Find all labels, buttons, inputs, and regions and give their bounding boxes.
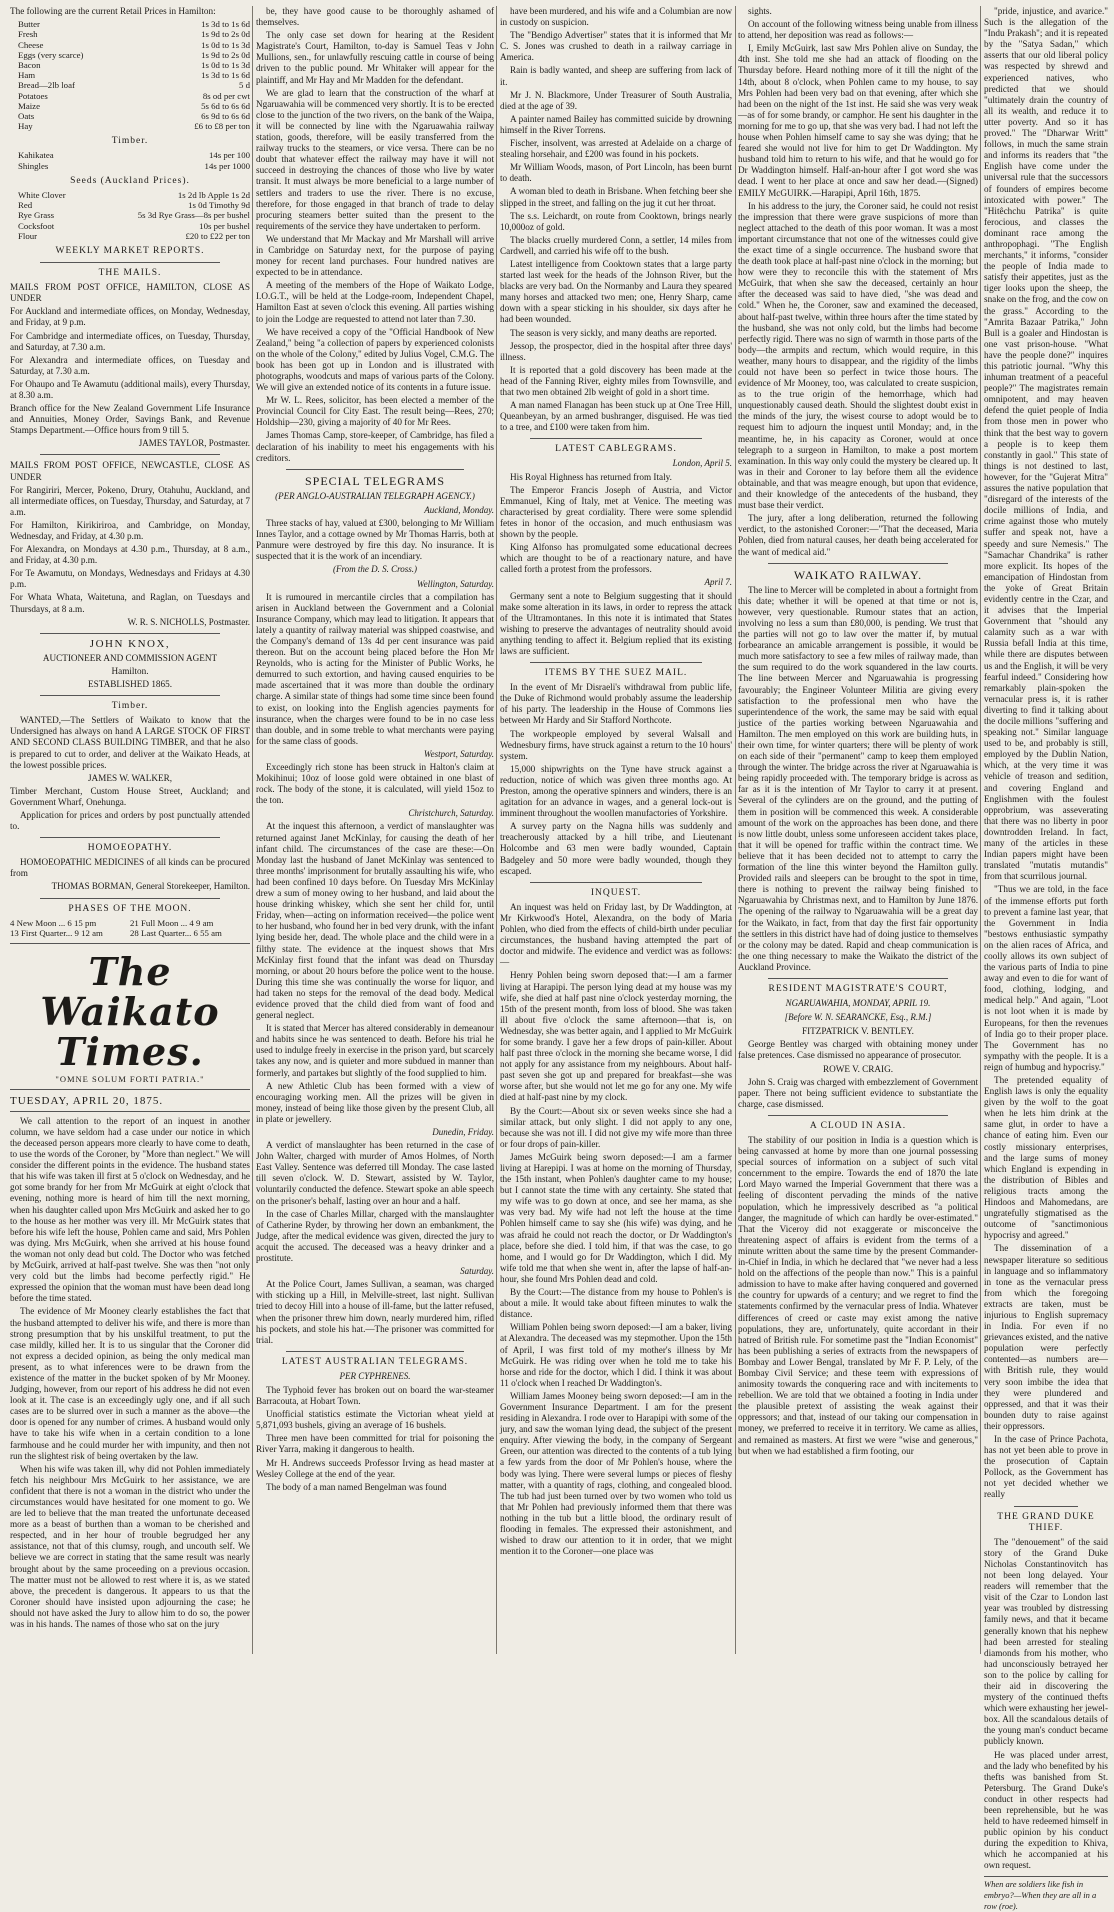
price-item: Fresh: [18, 29, 38, 40]
telegram-item: At the Police Court, James Sullivan, a seaman, was charged with sticking up a Hill, in Melville-street, last night. Sullivan tried to decoy Hill into a house of ill-fame, but the latter refused, when the prisoner threw him down, nearly murdered him, rifled his pockets, and stole his hat.—The prisoner was committed for trial.: [256, 1279, 494, 1345]
price-value: 1s 9d to 2s 0d: [201, 29, 250, 40]
mail-schedule-line: For Cambridge and intermediate offices, on Tuesday, Thursday, and Saturday, at 7.30 a.m.: [10, 330, 250, 352]
moon-phase: 28 Last Quarter... 6 55 am: [130, 928, 222, 939]
grand-duke-paragraph: He was placed under arrest, and the lady who benefited by his thefts was banished from St. Petersburg. The Grand Duke's conduct in other respects had been reprehensible, but he was held to have redeemed himself in public opinion by his conduct during the expedition to Khiva, which he accompanied at his own request.: [984, 1749, 1108, 1871]
price-item: White Clover: [18, 189, 66, 200]
walker-line: Timber Merchant, Custom House Street, Auckland; and Government Wharf, Onehunga.: [10, 785, 250, 807]
price-row: [10, 101, 250, 111]
telegram-christchurch: [256, 821, 494, 1125]
price-item: Shingles: [18, 160, 49, 171]
price-value: 1s 9d to 2s 0d: [201, 49, 250, 60]
price-row: [10, 190, 250, 200]
suez-item: The workpeople employed by several Walsall and Wednesbury firms, have struck against a return to the 10 hours' system.: [500, 728, 732, 761]
news-paragraph: Mr J. N. Blackmore, Under Treasurer of South Australia, died at the age of 39.: [500, 89, 732, 111]
telegram-item: The Typhoid fever has broken out on board the war-steamer Barracouta, at Hobart Town.: [256, 1384, 494, 1407]
column-rule: [252, 6, 253, 1654]
case-title: FITZPATRICK V. BENTLEY.: [802, 1026, 914, 1037]
masthead-motto: "OMNE SOLUM FORTI PATRIA.": [55, 1073, 205, 1084]
walker-note: Application for prices and orders by post punctually attended to.: [10, 809, 250, 832]
mail-schedule-line: For Alexandra, on Mondays at 4.30 p.m., Thursday, at 8 a.m., and Friday, at 4.30 p.m.: [10, 544, 250, 566]
price-row: [10, 29, 250, 39]
moon-heading: PHASES OF THE MOON.: [68, 903, 192, 914]
cloud-in-asia-heading: A CLOUD IN ASIA.: [809, 1120, 907, 1131]
news-paragraph: The season is very sickly, and many deaths are reported.: [510, 327, 717, 338]
suez-items: [500, 682, 732, 877]
cloud-in-asia-continued: [984, 6, 1108, 1501]
cloud-in-asia-article: [738, 1135, 978, 1457]
telegram-item: Exceedingly rich stone has been struck in Halton's claim at Mokihinui; 10oz of loose gold were obtained in one blast of rock. The body of the stone, it is calculated, will yield 15oz to the ton.: [256, 762, 494, 806]
mail-schedule-line: MAILS FROM POST OFFICE, NEWCASTLE, CLOSE AS UNDER: [10, 460, 250, 482]
price-value: 1s 2d lb Apple 1s 2d: [177, 189, 250, 200]
suez-item: In the event of Mr Disraeli's withdrawal from public life, the Duke of Richmond would probably assume the leadership of his party. The leadership in the House of Commons lies between Mr Hardy and Sir Stafford Northcote.: [500, 682, 732, 726]
mail-schedule-line: Branch office for the New Zealand Government Life Insurance and Annuities, Money Order, Savings Bank, and Revenue Stamps Department.—Office hours from 9 till 5.: [10, 403, 250, 436]
homoeopathy-signature: THOMAS BORMAN, General Storekeeper, Hamilton.: [51, 881, 250, 892]
price-value: 8s od per cwt: [202, 90, 250, 101]
column-5: [984, 6, 1108, 1911]
price-row: [10, 200, 250, 210]
seeds-heading: Seeds (Auckland Prices).: [70, 175, 190, 186]
telegram-wellington: [256, 592, 494, 747]
case-report: John S. Craig was charged with embezzlement of Government paper. There not being sufficient evidence to substantiate the charge, case dismissed.: [738, 1076, 978, 1109]
price-value: 5s 6d to 6s 6d: [201, 100, 250, 111]
railway-heading: WAIKATO RAILWAY.: [793, 567, 923, 582]
mails-hamilton: [10, 282, 250, 436]
mail-schedule-line: For Rangiriri, Mercer, Pokeno, Drury, Otahuhu, Auckland, and all intermediate offices, on Tuesday, Thursday, and Saturday, at 7 a.m.: [10, 484, 250, 517]
dateline-auckland: Auckland, Monday.: [424, 504, 494, 515]
telegram-item: The body of a man named Bengelman was found: [266, 1481, 447, 1492]
column-1: [10, 6, 250, 1656]
timber-ad-body: WANTED,—The Settlers of Waikato to know that the Undersigned has always on hand A LARGE STOCK OF FIRST AND SECOND CLASS BUILDING TIMBER, and that he also is prepared to cut to order, and deliver at the Waikato Heads, at the lowest possible prices.: [10, 715, 250, 770]
seeds-list: [10, 190, 250, 241]
price-item: Hay: [18, 121, 33, 132]
price-value: 5s 3d Rye Grass—8s per bushel: [137, 210, 250, 221]
suez-item: A survey party on the Nagna hills was suddenly and treacherously attacked by a hill tribe, and Lieutenant Holcombe and 63 men were badly wounded, Captain Badgeley and 50 more were badly wounded, though they escaped.: [500, 821, 732, 876]
knox-line: AUCTIONEER AND COMMISSION AGENT: [42, 652, 218, 663]
price-row: [10, 91, 250, 101]
price-value: 14s per 100: [208, 150, 250, 161]
special-telegrams-heading: SPECIAL TELEGRAMS: [304, 473, 445, 488]
timber-ad-heading: Timber.: [111, 701, 149, 712]
mails-heading: THE MAILS.: [98, 268, 162, 279]
mail-schedule-line: For Whata Whata, Waitetuna, and Raglan, on Tuesdays and Thursdays, at 8 a.m.: [10, 592, 250, 614]
price-row: [10, 221, 250, 231]
rm-court-before: [Before W. N. SEARANCKE, Esq., R.M.]: [784, 1012, 932, 1023]
cloud-paragraph: The dissemination of a newspaper literature so seditious in language and so inflammatory in tone as the vernacular press from which the foregoing extracts are taken, must be injurious to English supremacy in India. For even if no grievances existed, and the native population were perfectly contented—as numbers are—with British rule, they would very soon imbibe the idea that they were plundered and oppressed, and that it was their bounden duty to raise against their oppressors.: [984, 1243, 1108, 1431]
cloud-paragraph: "pride, injustice, and avarice." Such is the allegation of the "Indu Prakash"; and it is repeated by the "Satya Sadan," which asserts that our old liberal policy was respected by shrewd and experienced natives, who predicted that we should "ultimately drain the country of all its wealth, and reduce it to utter poverty. And so it has proved." The "Dharwar Writt" follows, in much the same strain and informs its readers that "the English have come under the universal rule that the successors of founders of empires become intoxicated with power." The "Hitêchchu Patrika" is quite ferocious, and classes the dominant race among the anthropophagi. "The English merchants," it informs, "consider the people of India made to satisfy their appetites, just as the tiger looks upon the sheep, the snake on the frog, and the cow on the grass." According to the "Amrita Bazaar Patrika," John Bull is a goaler and Hindostan is one vast prison-house. "What have the people done?" inquires this patriotic journal. "Why this inhuman treatment of a peaceful people?" The magistrates remain omnipotent, and may heaven defend the quiet people of India from those men in power who think that the best way to govern a people is to keep them constantly in gaol." This state of things is not destined to last, however, for the "Gujerat Mitra" assures the native population that "disregard of the interests of the docile millions of India, and crime against those who mutely suffer and speak not, have a speedy and sure Nemesis." The "Samachar Chandrika" is rather more explicit. Its hopes of the emancipation of Hindostan from the yoke of Great Britain evidently centre in the Czar, and it advises that the Imperial Government that "should any calamity such as a war with Russia befall India at this time, while there are disputes between us and the English, it will be very fearful indeed." Considering how remarkably plain-spoken the vernacular press is, it is rather diverting to find it talking about the docile millions "suffering and speaking not." Similar language used to be, and probably is still, employed by the Dublin Nation, which, at the very time it was vehicle of treason and sedition, and covering England and Englishmen with the foulest opprobrium, was asseverating that there was no liberty in poor downtrodden Ireland. In fact, many of the articles in these Indian papers might have been translated "mutatis mutandis" from that scurrilous journal.: [984, 6, 1108, 882]
cablegrams-heading: LATEST CABLEGRAMS.: [555, 444, 677, 455]
price-item: Eggs (very scarce): [18, 49, 84, 60]
news-paragraph: have been murdered, and his wife and a Columbian are now in custody on suspicion.: [500, 6, 732, 28]
price-row: [10, 80, 250, 90]
price-item: Cocksfoot: [18, 220, 55, 231]
issue-date: TUESDAY, APRIL 20, 1875.: [10, 1094, 164, 1107]
mail-schedule-line: For Te Awamutu, on Mondays, Wednesdays and Fridays at 4.30 p.m.: [10, 568, 250, 590]
moon-phase: 21 Full Moon ... 4 9 am: [130, 917, 214, 928]
price-row: [10, 150, 250, 160]
grand-duke-paragraph: The "denouement" of the said story of the Grand Duke Nicholas Constantinovitch has not been long delayed. Your readers will remember that the visit of the Czar to London last year was troubled by distressing family news, and that it became generally known that his nephew had been arrested for stealing diamonds from his mother, who had unconsciously betrayed her son to the police by calling for their aid in discovering the mystery of the continued thefts which were exhausting her jewel-box. All the scandalous details of the young man's conduct became publicly known.: [984, 1536, 1108, 1747]
price-row: [10, 50, 250, 60]
leader-paragraph: The evidence of Mr Mooney clearly establishes the fact that the husband attempted to deliver his wife, and there is more than strong presumption that by his unskilful treatment, to put the case mildly, killed her. It is to us singular that the Coroner did not express a decided opinion, as being the only medical man present, as to what inferences were to be drawn from the existence of the matter in the bucket spoken of by Mr Mooney. Judging, however, from our report of his address he did not even look at it. The case is an exceedingly ugly one, and if all such cases are to be slurred over in such a manner as the above—the door is opened for any number of crimes. A husband would only have to take his wife when in a certain condition to a lone farmhouse and he could murder her with impunity, and then not run the slightest risk of being overtaken by the law.: [10, 1306, 250, 1461]
inquest-paragraph: sights.: [748, 6, 772, 16]
telegram-item: At the inquest this afternoon, a verdict of manslaughter was returned against Janet McKinlay, for causing the death of her infant child. The circumstances of the case are these:—On Monday last the husband of Janet McKinlay was sentenced to three months' imprisonment for brutally assaulting his wife, who had been confined 10 days before. On Tuesday Mrs McKinlay drew a sum of money owing to her husband, and laid about the house drinking whiskey, which she sent her child for, until Friday, when—acting on information received—the police went to her husband, who found her in bed very drunk, with the infant lying beside her, dead. The whole place and the child were in a filthy state. The evidence at the inquest shows that Mrs McKinlay first found that the infant was dead on Thursday morning, or about 20 hours before the police went to the house. During this time she was continually the worse for liquor, and had taken no steps for the removal of the dead body. Medical evidence proved that the child died from want of food and general neglect.: [256, 821, 494, 1021]
telegram-dunedin: [256, 1140, 494, 1264]
inquest-paragraph: By the Court:—The distance from my house to Pohlen's is about a mile. It would take about fifteen minutes to walk the distance.: [500, 1287, 732, 1320]
telegram-item: Unofficial statistics estimate the Victorian wheat yield at 5,871,093 bushels, giving an average of 16 bushels.: [256, 1409, 494, 1431]
cablegram-item: His Royal Highness has returned from Italy.: [510, 471, 672, 482]
inquest-paragraph: James McGuirk being sworn deposed:—I am a farmer living at Harepipi. I was at home on the morning of Thursday, the 15th instant, when Pohlen's daughter came to my house; but I cannot state the time with any certainty. She stated that my wife was to go down at once, and see her mama, as she was very bad. My wife had not left the house at the time Pohlen himself came to say she (his wife) was dying, and he was afraid he could not reach the doctor, or Dr Waddington's place, before she died. I told him, if that was the case, to go home, and I would go for Dr Waddington, which I did. My wife told me that when she went in, after the lapse of half-an-hour, she found Mrs Pohlen dead and cold.: [500, 1151, 732, 1284]
inquest-paragraph: William Pohlen being sworn deposed:—I am a baker, living at Alexandra. The deceased was my stepmother. Upon the 15th of April, I was first told of my mother's illness by Mr McGuirk. He was riding over when he told me to take his horse and ride for the doctor, which I did. I think it was about 11 o'clock when I reached Dr Waddington's.: [500, 1322, 732, 1388]
latest-australian-items: [256, 1385, 494, 1493]
moon-phases: [10, 918, 250, 939]
telegram-item: Mr H. Andrews succeeds Professor Irving as head master at Wesley College at the end of the year.: [256, 1457, 494, 1479]
inquest-paragraph: On account of the following witness being unable from illness to attend, her deposition was read as follows:—: [738, 19, 978, 41]
price-item: Maize: [18, 100, 40, 111]
cloud-paragraph: In the case of Prince Pachota, has not yet been able to prove in the prosecution of Captain Pollock, as the Government has not yet decided whether we really: [984, 1434, 1108, 1500]
inquest-continued: [738, 6, 978, 558]
news-paragraph: The "Bendigo Advertiser" states that it is informed that Mr C. S. Jones was crushed to death in a railway carriage in America.: [500, 30, 732, 63]
price-value: 6s 9d to 6s 6d: [201, 110, 250, 121]
price-value: 1s 0d to 1s 3d: [201, 39, 250, 50]
grand-duke-heading: THE GRAND DUKE THIEF.: [997, 1511, 1095, 1533]
news-paragraph: A painter named Bailey has committed suicide by drowning himself in the River Torrens.: [500, 113, 732, 135]
price-value: £6 to £8 per ton: [194, 121, 250, 132]
news-paragraph: Jessop, the prospector, died in the hospital after three days' illness.: [500, 340, 732, 362]
news-paragraph: We are glad to learn that the construction of the wharf at Ngaruawahia will be commenced very shortly. It is to be erected close to the junction of the two rivers, on the bank of the Waipa, it will be connected by line with the Ngaruawahia railway station, goods, therefore, will be easily transferred from the railway trucks to the steamers, or vice versa. There can be no doubt that whatever effect the railway may have it will not succeed in destroying the chances of those who live by water transit. It must always be more beneficial to a large number of settlers and traders to use the river. There is no excuse, therefore, for those engaged in that branch of trade to delay procuring steamers better suited than the present to the requirements of the service they have undertaken to perform.: [256, 87, 494, 231]
timber-prices-list: [10, 150, 250, 170]
price-item: Potatoes: [18, 90, 48, 101]
news-paragraph: Mr William Woods, mason, of Port Lincoln, has been burnt to death.: [500, 162, 732, 184]
cloud-paragraph: "Thus we are told, in the face of the immense efforts put forth to prevent a famine last year, that the Government in India "bestows enthusiastic sympathy on the alien races of Africa, and coolly allows its own subject of the various parts of India to pine away and even to die for want of food, clothing, lodging, and medical help." And again, "Loot is not loot when it is made by Europeans, for then the revenues of India go to their proper place. The Government has no sympathy with the people. It is a reign of humbug and hypocrisy.": [984, 884, 1108, 1072]
knox-place: Hamilton.: [111, 665, 149, 676]
dateline-christchurch: Christchurch, Saturday.: [408, 808, 494, 819]
homoeopathy-body: HOMOEOPATHIC MEDICINES of all kinds can be procured from: [10, 857, 250, 879]
telegram-item: A new Athletic Club has been formed with a view of encouraging working men. All the prizes will be given in money, instead of being like those given by the present Club, all in plate or jewellery.: [256, 1080, 494, 1124]
case-report: George Bentley was charged with obtaining money under false pretences. Case dismissed no appearance of prosecutor.: [738, 1039, 978, 1061]
price-item: Flour: [18, 230, 38, 241]
moon-phase: 13 First Quarter... 9 12 am: [10, 928, 103, 939]
cablegram-item: King Alfonso has promulgated some educational decrees which are thought to be of a reactionary nature, and have called forth a protest from the professors.: [500, 542, 732, 575]
telegram-item: It is stated that Mercer has altered considerably in demeanour and habits since he was sentenced to death. Before his trial he used to indulge freely in exercise in the prison yard, but scarcely takes any now, and is quieter and more subdued in manner than formerly, and partakes but slightly of the food supplied to him.: [256, 1023, 494, 1078]
price-value: 1s 3d to 1s 6d: [201, 70, 250, 81]
inquest-report: [500, 902, 732, 1557]
timber-prices-heading: Timber.: [111, 136, 149, 147]
column-rule: [980, 6, 981, 1654]
news-paragraph: We have received a copy of the "Official Handbook of New Zealand," being "a collection of papers by experienced colonists on the whole of the Colony," edited by Julius Vogel, C.M.G. The book has been got up in London and is illustrated with photographs, woodcuts and maps of various parts of the Colony. We will give an extended notice of its contents in a future issue.: [256, 326, 494, 393]
cloud-paragraph: The pretended equality of English laws is only the equality given by the wolf to the goat when he lets him drink at the same glut, in order to have a chance of eating him. Even our costly missionary enterprises, and the large sums of money which England is expending in the distribution of Bibles and religious tracts among the Hindoos and Mahomedans, are ungratefully stigmatised as the outcome of "sanctimonious hypocrisy and agreed.": [984, 1075, 1108, 1241]
column-rule: [735, 6, 736, 1654]
price-row: [10, 60, 250, 70]
prices-heading: The following are the current Retail Prices in Hamilton:: [10, 6, 216, 16]
price-item: Oats: [18, 110, 35, 121]
telegram-item: Three men have been committed for trial for poisoning the River Yarra, making it dangerous to health.: [256, 1433, 494, 1455]
column-4: [738, 6, 978, 1656]
price-row: [10, 210, 250, 220]
australian-news: [500, 6, 732, 433]
price-item: Rye Grass: [18, 210, 55, 221]
news-paragraph: Fischer, insolvent, was arrested at Adelaide on a charge of stealing horsehair, and £200 was found in his pockets.: [500, 138, 732, 160]
news-paragraph: Rain is badly wanted, and sheep are suffering from lack of it.: [500, 65, 732, 87]
price-item: Bacon: [18, 59, 41, 70]
telegram-source: (From the D. S. Cross.): [332, 564, 418, 575]
mail-schedule-line: For Alexandra and intermediate offices, on Tuesday and Saturday, at 7.30 a.m.: [10, 354, 250, 376]
price-item: Ham: [18, 70, 36, 81]
local-news: [256, 6, 494, 464]
leader-paragraph: We call attention to the report of an inquest in another column, we have seldom had a case under our notice in which the deceased person appears more clearly to have come to death, to use the words of the Coroner, by "More than neglect." We will consider the different points in the evidence. The husband states that his wife was taken ill first at 5 o'clock on Wednesday, and he got some brandy for her from Mr McGuirk at eight o'clock that evening, nothing more is heard of him till the next morning, when his daughter called upon Mrs McGuirk and asked her to go to the house as her mother was very ill. Mr McGuirk states that before his wife left the house, Pohlen came and said, Mrs Pohlen was dying. Mrs McGuirk, when she arrived at his house found the woman not only dead but cold. The Doctor who was fetched by McGuirk, arrived at half-past twelve. She was then "not only very cold but the limbs had become perfectly rigid." He expressed the opinion that the woman must have been dead long before the time stated.: [10, 1115, 250, 1304]
rm-court-heading: RESIDENT MAGISTRATE'S COURT,: [768, 983, 948, 994]
price-row: [10, 121, 250, 131]
latest-australian-sub: PER CYPHRENES.: [339, 1370, 411, 1381]
price-row: [10, 40, 250, 50]
column-2: [256, 6, 494, 1656]
postmaster-signature: JAMES TAYLOR, Postmaster.: [138, 438, 250, 449]
railway-article: [738, 585, 978, 973]
suez-item: 15,000 shipwrights on the Tyne have struck against a reduction, notice of which was given three months ago. At Preston, among the operative spinners and winders, there is an agitation for an advance in wages, and a general lock-out is imminent throughout the woollen manufactories of Yorkshire.: [500, 763, 732, 819]
price-item: Bread—2lb loaf: [18, 80, 75, 91]
news-paragraph: Mr W. L. Rees, solicitor, has been elected a member of the Provincial Council for City East. The result being—Rees, 270; Holdship—230, giving a majority of 40 for Mr Rees.: [256, 395, 494, 428]
news-paragraph: A meeting of the members of the Hope of Waikato Lodge, I.O.G.T., will be held at the Lodge-room, Independent Chapel, Hamilton East at seven o'clock this evening. All parties wishing to join the Lodge are requested to attend not later than 7.30.: [256, 280, 494, 324]
inquest-paragraph: I, Emily McGuirk, last saw Mrs Pohlen alive on Sunday, the 4th inst. She told me she had an attack of flooding on the Thursday before. Heard nothing more of it till the night of the 14th, about 8 o'clock, when Pohlen came to my house, to say Mrs Pohlen had been very bad on that evening, after which she had been on the night of the 1st inst. He said she was very weak—as of for some brandy, or camphor. He sent his daughter in the morning for me to go up, that she was very bad. I had not left the house when Pohlen himself came to say she was dying; that he feared she would not live for him to get Dr Waddington. My husband told him to return to his wife, and that he would go for Dr Waddington himself. Half-an-hour after I got word she was dead. I went to her place at once and saw her dead.—(Signed) EMILY McGUIRK.—Harapipi, April 16th, 1875.: [738, 43, 978, 198]
leader-paragraph: When his wife was taken ill, why did not Pohlen immediately fetch his neighbour Mrs McGuirk to her assistance, we are confident that there is not a woman in the district who under the circumstances would have hesitated for one moment to go. We are led to believe that the man treated the unfortunate deceased more as a beast of burthen than a woman to be cherished and respected, and in her hour of trouble begrudged her any assistance, not that of this clumsy, rough, and uncouth self. We believe we are correct in stating that the same result was nearly brought about by the same proceeding on a previous occasion. The matter must not be allowed to rest where it is, as we stated above, the precedent is dangerous. It appears to us that the Coroner should have insisted upon adjourning the case; he should not have asked the Jury to allow him to do so, the power was in his hands. The names of those who sat on the jury: [10, 1463, 250, 1630]
price-row: [10, 19, 250, 29]
telegram-item: In the case of Charles Millar, charged with the manslaughter of Catherine Ryder, by throwing her down an embankment, the Judge, after the medical evidence was given, directed the jury to acquit the accused. The deceased was a heavy drinker and a prostitute.: [256, 1208, 494, 1264]
news-paragraph: The blacks cruelly murdered Conn, a settler, 14 miles from Cardwell, and carried his wife off to the bush.: [500, 234, 732, 256]
suez-heading: ITEMS BY THE SUEZ MAIL.: [544, 668, 688, 679]
cablegram-items: [500, 472, 732, 576]
case-title: ROWE V. CRAIG.: [822, 1063, 894, 1074]
mail-schedule-line: MAILS FROM POST OFFICE, HAMILTON, CLOSE AS UNDER: [10, 282, 250, 304]
price-item: Cheese: [18, 39, 44, 50]
news-paragraph: The only case set down for hearing at the Resident Magistrate's Court, Hamilton, to-day is Samuel Teas v John Mullions, sen., for unlawfully rescuing cattle in course of being driven to the public pound. Mr Whitaker will appear for the plaintiff, and Mr Hay and Mr Madden for the defendant.: [256, 30, 494, 85]
column-rule: [496, 6, 497, 1654]
mail-schedule-line: For Ohaupo and Te Awamutu (additional mails), every Thursday, at 8.30 a.m.: [10, 378, 250, 400]
inquest-heading: INQUEST.: [590, 887, 642, 898]
mail-schedule-line: For Auckland and intermediate offices, on Monday, Wednesday, and Friday, at 9 p.m.: [10, 306, 250, 328]
price-row: [10, 231, 250, 241]
walker-name: JAMES W. WALKER,: [87, 772, 173, 783]
masthead-title: The Waikato Times.: [40, 948, 220, 1074]
cloud-paragraph: The stability of our position in India is a question which is being canvassed at home by more than one journal possessing special sources of information on a subject of such vital concernment to the empire. Towards the end of 1870 the late Lord Mayo warned the Imperial Government that there was a feeling of discontent pervading the minds of the native population, which he impressively described as "a political danger, the magnitude of which can hardly be over-estimated." That the Viceroy did not exaggerate or misconceive the threatening aspect of affairs is evident from the terms of a minute written about the same time by the present Commander-in-Chief in India, in which he declared that "we never had a less hold on the affections of the people than now." This is a painful admission to have to make after having conquered and governed the country for upwards of a century; and we regret to find the statements confirmed by the vernacular press of India. Whatever differences of creed or caste may exist among the native populations, they are, unfortunately, quite accordant in their hatred of British rule. For sometime past the "Indian Economist" has been publishing a series of extracts from the newspapers of Bombay and Lower Bengal, translated by Mr F. P. Lely, of the Bombay Civil Service; and these teem with expressions of animosity towards the conquering race and with incitements to rebellion. We are told that we obtained a footing in India under the plausible pretext of assisting the weak against their oppressors; and that, instead of our taking our compensation in money, we preferred to receive it in territory. We came as allies, and remained as masters. At first we were "wise and generous," but when we had established a firm footing, our: [738, 1135, 978, 1456]
column-footer-joke: When are soldiers like fish in embryo?—When they are all in a row (roe).: [984, 1876, 1108, 1912]
news-paragraph: A woman bled to death in Brisbane. When fetching beer she slipped in the street, and falling on the jug it cut her throat.: [500, 186, 732, 208]
weekly-market-heading: WEEKLY MARKET REPORTS.: [55, 245, 205, 256]
dateline-london: London, April 5.: [672, 458, 732, 469]
price-row: [10, 161, 250, 171]
price-row: [10, 70, 250, 80]
price-value: 10s per bushel: [199, 220, 250, 231]
price-item: Red: [18, 200, 33, 211]
masthead: [10, 948, 250, 1074]
grand-duke-article: [984, 1537, 1108, 1872]
inquest-paragraph: William James Mooney being sworn deposed:—I am in the Government Insurance Department. I am for the present residing in Alexandra. I rode over to Harapipi with some of the jury, and saw the woman lying dead, the subject of the present enquiry. After viewing the body, in the company of Sergeant Green, our attention was directed to the contents of a tub lying a few yards from the door of Mr Pohlen's house, where the body was lying. There were several lumps or pieces of fleshy matter, with a quantity of rags, clothing, and congealed blood. The tub had just been turned over by two women who told us that Mr Pohlen had previously informed them that there was nothing in the tub but a little blood, the ordinary result of flooding in females. The expressed their astonishment, and wished to draw our attention to it in order, that we might mention it to the Coroner—one place was: [500, 1390, 732, 1557]
news-paragraph: The s.s. Leichardt, on route from Cooktown, brings nearly 10,000oz of gold.: [500, 210, 732, 232]
rm-court-place: NGARUAWAHIA, MONDAY, APRIL 19.: [785, 998, 931, 1009]
dateline-saturday: Saturday.: [460, 1266, 494, 1277]
inquest-paragraph: An inquest was held on Friday last, by Dr Waddington, at Mr Kirkwood's Hotel, Alexandra, on the body of Maria Pohlen, who died from the effects of child-birth under peculiar circumstances, the husband having attempted the part of doctor and midwife. The evidence and verdict was as follows:—: [500, 901, 732, 968]
price-value: 1s 0d Timothy 9d: [188, 200, 250, 211]
news-paragraph: be, they have good cause to be thoroughly ashamed of themselves.: [256, 6, 494, 28]
mails-newcastle: [10, 460, 250, 614]
railway-paragraph: The line to Mercer will be completed in about a fortnight from this date; whether it will be opened at that time or not is, however, very questionable. Rumour states that an action, involving no less a sum than £80,000, is pending. We trust that the parties will not go to law over the matter if, by mutual forbearance an amicable arrangement is possible, it would be much more satisfactory to see a few miles of railway made, than the sum required to do the work squandered in the law courts. The line between Mercer and Ngaruawahia is progressing favourably; the Engineer Volunteer Militia are giving every satisfaction to the professional men who have the superintendence of the work, the same may be said with equal justice of the parties working between Ngaruawahia and Hamilton. The men employed on this work are building huts, in their own time, for winter quarters; there will be plenty of work on each side of their "permanent" camp to keep them employed through the winter. The bridge across the river at Ngaruawahia is being rapidly proceeded with. The temporary bridge is across as far as it is the intention of Mr Taylor to carry it at present. Several of the cylinders are on the ground, and the putting of them in position will be commenced this week. A considerable amount of the work on the approaches has been done, and there is now little doubt, unless some unforeseen accident takes place, that it will be opened for traffic within the contract time. We believe that it has been decided not to attempt to carry the formation of the line this winter beyond the Hamilton gully. Provided rails and sleepers can be brought to the spot in time, there is nothing to prevent the railway being finished to Ngaruawahia by Christmas next, and to Hamilton by June 1876. The opening of the railway to Ngaruawahia will be a great day for the Waikato, in fact, from that day the first fair opportunity the settlers in this district have had of doing justice to themselves or the colony may be dated. Rapid and cheap communication is the one thing necessary to make the Waikato the district of the Auckland Province.: [738, 584, 978, 972]
telegram-item: Three stacks of hay, valued at £300, belonging to Mr William Innes Taylor, and a cottage owned by Mr Thomas Harris, both at Panmure were destroyed by fire this day. No insurance. It is suspected that it is the work of an incendiary.: [256, 518, 494, 562]
knox-name: JOHN KNOX,: [89, 637, 171, 650]
price-value: 1s 0d to 1s 3d: [201, 59, 250, 70]
price-value: £20 to £22 per ton: [185, 230, 250, 241]
price-value: 14s per 1000: [204, 160, 250, 171]
column-3: [500, 6, 732, 1656]
news-paragraph: We understand that Mr Mackay and Mr Marshall will arrive in Cambridge on Saturday next, for the purpose of paying money for recent land purchases. Four hundred natives are expected to be in attendance.: [256, 233, 494, 278]
homoeopathy-heading: HOMOEOPATHY.: [87, 843, 173, 854]
dateline-april-7: April 7.: [704, 577, 732, 588]
mail-schedule-line: For Hamilton, Kirikiriroa, and Cambridge, on Monday, Wednesday, and Friday, at 4.30 p.m.: [10, 519, 250, 541]
knox-established: ESTABLISHED 1865.: [88, 679, 172, 690]
news-paragraph: It is reported that a gold discovery has been made at the head of the Fanning River, eighty miles from Townsville, and that two men obtained 2lb weight of gold in a short time.: [500, 364, 732, 397]
inquest-paragraph: In his address to the jury, the Coroner said, he could not resist the impression that there were grave suspicions of more than neglect attached to the death of this poor woman. It was a most important circumstance that not one of the witnesses could give the exact time of a single occurrence. The husband swore that the death took place at half-past nine o'clock in the morning; but how were they to reconcile this with the statement of Mrs McGuirk, that when she saw the deceased, certainly an hour after the deceased was said to have died, "she was dead and cold." When he, the Coroner, saw and examined the deceased, about half-past twelve, within three hours after the time stated by the husband, she was not only cold, but the limbs had become perfectly rigid. There was no sign of warmth in those parts of the body—the armpits and rectum, which would require, in this weather, many hours to disappear, and the rigidity of the limbs could not have been so perfect in twice those hours. The evidence of Mr Mooney, too, was calculated to create suspicion, as to the true origin of the hemorrhage, which had unquestionably caused death. Should the slightest doubt exist in the minds of the jury, the wisest course to adopt would be to request him to adjourn the inquest until Monday; and, in the meantime, he, in his capacity as Coroner, would at once telegraph to a surgeon in Hamilton, to make a post mortem examination. In this way only could the mystery be cleared up. It was in their and Coroner to lay before them all the evidence obtainable, and that was meagre enough, but upon that evidence, and their knowledge of the antecedents of the husband, they must base their verdict.: [738, 200, 978, 511]
dateline-dunedin: Dunedin, Friday.: [432, 1127, 494, 1137]
special-telegrams-agency: (PER ANGLO-AUSTRALIAN TELEGRAPH AGENCY.): [275, 490, 475, 501]
news-paragraph: Latest intelligence from Cooktown states that a large party started last week for the heads of the Johnson River, but the blacks are very bad. On the Normanby and Laura they speared many horses and attacked two men; one, Henry Sharp, came down with a spear sticking in his shoulder, six days after he had been wounded.: [500, 258, 732, 325]
cablegram-item: The Emperor Francis Joseph of Austria, and Victor Emmanuel, King of Italy, met at Venice. The meeting was characterised by great cordiality. There were some splendid fetes in honor of the occasion, and much enthusiasm was shown by the people.: [500, 484, 732, 540]
news-paragraph: James Thomas Camp, store-keeper, of Cambridge, has filed a declaration of his inability to meet his engagements with his creditors.: [256, 430, 494, 463]
dateline-westport: Westport, Saturday.: [423, 748, 494, 759]
inquest-paragraph: The jury, after a long deliberation, returned the following verdict, to the astonished Coroner:—"That the deceased, Maria Pohlen, died from natural causes, her death being accelerated for the want of medical aid.": [738, 513, 978, 557]
inquest-paragraph: Henry Pohlen being sworn deposed that:—I am a farmer living at Harapipi. The person lying dead at my house was my wife, she died at half past nine o'clock yesterday morning, the 15th of the present month, from loss of blood. She was taken ill about five o'clock the same afternoon—that is, on Wednesday, she was better again, and I applied to Mr McGuirk for some brandy. I gave her a few drops of pain-killer. About half past three o'clock in the morning she became worse, I did not apply for any assistance from my neighbours. About half-past seven she got up and prepared for breakfast—she was worse after, but she would not let me go for any one. My wife died at half-past nine by my clock.: [500, 970, 732, 1103]
price-value: 1s 3d to 1s 6d: [201, 19, 250, 30]
dateline-wellington: Wellington, Saturday.: [416, 578, 494, 589]
telegram-item: A verdict of manslaughter has been returned in the case of John Walter, charged with murder of Amos Holmes, of North East Valley. Sentence was deferred till Monday. The case lasted till seven o'clock. W. D. Stewart, assisted by W. Taylor, voluntarily conducted the defence. Stewart spoke an able speech on the prisoner's behalf, lasting over an hour and a half.: [256, 1140, 494, 1206]
news-paragraph: A man named Flanagan has been stuck up at One Tree Hill, Queanbeyan, by an armed bushranger, disguised. He was tied to a tree, and £100 were taken from him.: [500, 400, 732, 433]
moon-phase: 4 New Moon ... 6 15 pm: [10, 917, 97, 928]
leader-article: [10, 1116, 250, 1630]
price-value: 5 d: [239, 80, 250, 91]
cablegram-item: Germany sent a note to Belgium suggesting that it should make some alteration in its laws, in order to repress the attack of the Ultramontanes. In this note it is intimated that States wishing to preserve the advantages of neutrality should avoid anything tending to affect it. Belgium replied that its existing laws are sufficient.: [500, 590, 732, 656]
prices-list: [10, 19, 250, 131]
price-item: Butter: [18, 19, 40, 30]
price-item: Kahikatea: [18, 150, 54, 161]
price-row: [10, 111, 250, 121]
inquest-paragraph: By the Court:—About six or seven weeks since she had a similar attack, but only slight. I did not apply to any one, because she was not ill. I did not give my wife more than three or four drops of pain-killer.: [500, 1105, 732, 1149]
latest-australian-heading: LATEST AUSTRALIAN TELEGRAMS.: [281, 1356, 469, 1367]
telegram-item: It is rumoured in mercantile circles that a compilation has arisen in Auckland between the Government and a Colonial Insurance Company, which may lead to litigation. It appears that lately a quantity of railway material was shipped coastwise, and the Company's demand of 13s 4d per cent insurance was paid thereon. But on the account being placed before the Hon Mr Reynolds, who is acting for the Minister of Public Works, he demurred to such extortion, and having caused enquiries to be made ascertained that it was more than double the ordinary charge. A similar state of things had some time since been found to exist, on looking into the English agencies payments for insurance, when the charges were found to be in no case less than double, and in some treble to what merchants were paying for the same class of goods.: [256, 591, 494, 746]
postmaster-signature: W. R. S. NICHOLLS, Postmaster.: [127, 616, 250, 627]
